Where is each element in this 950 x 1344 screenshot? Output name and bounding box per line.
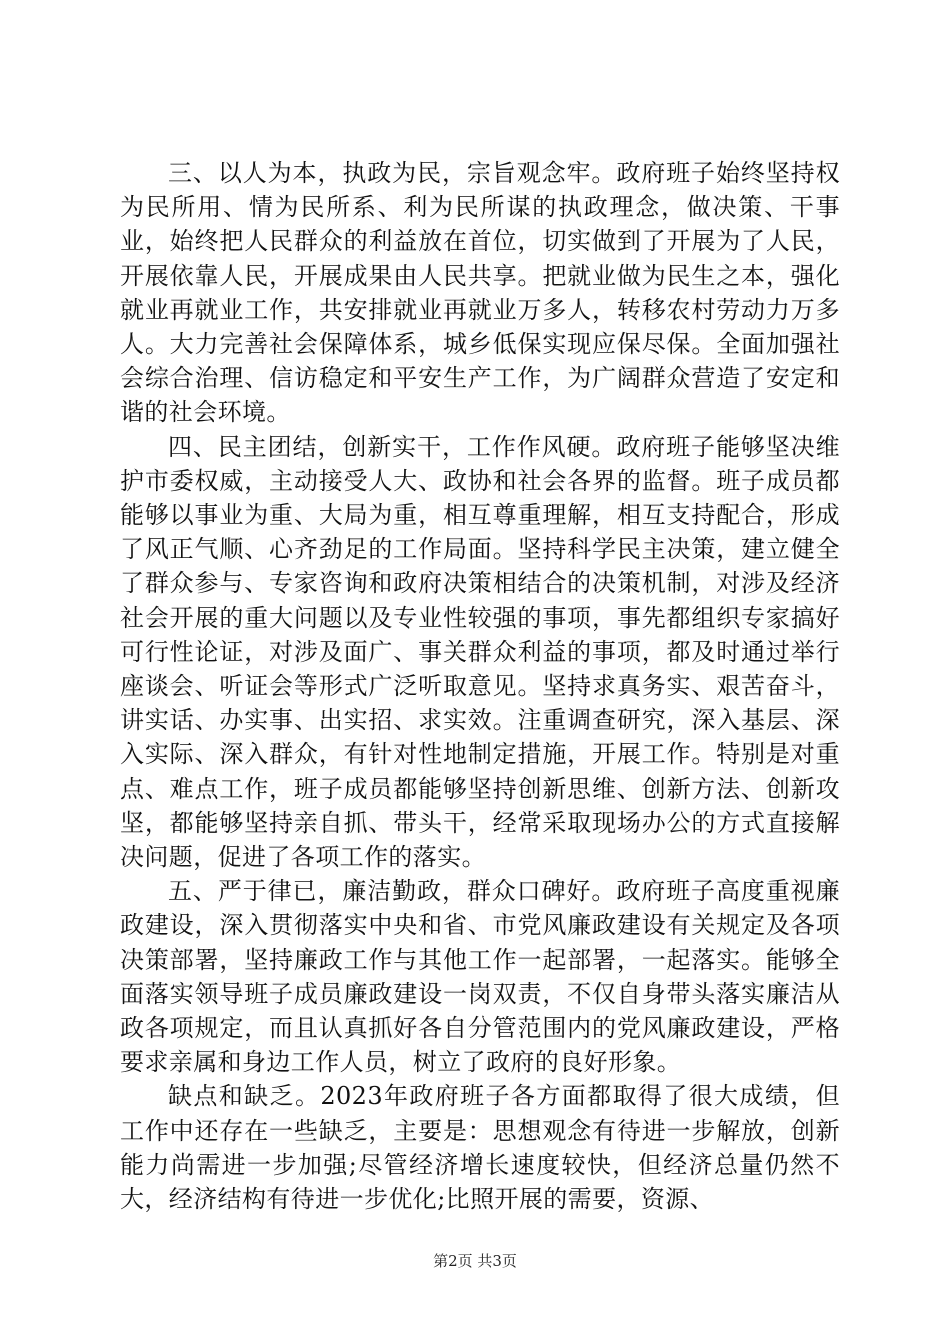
- paragraph-shortcomings: 缺点和缺乏。2023年政府班子各方面都取得了很大成绩，但工作中还存在一些缺乏，主要是：思想观念有待进一步解放，创新能力尚需进一步加强;尽管经济增长速度较快，但经济总量仍然不大，经济结构有待进一步优化;比照开展的需要，资源、: [120, 1082, 840, 1214]
- document-body: [120, 156, 840, 1216]
- paragraph-section-4: 四、民主团结，创新实干，工作作风硬。政府班子能够坚决维护市委权威，主动接受人大、政协和社会各界的监督。班子成员都能够以事业为重、大局为重，相互尊重理解，相互支持配合，形成了风正气顺、心齐劲足的工作局面。坚持科学民主决策，建立健全了群众参与、专家咨询和政府决策相结合的决策机制，对涉及经济社会开展的重大问题以及专业性较强的事项，事先都组织专家搞好可行性论证，对涉及面广、事关群众利益的事项，都及时通过举行座谈会、听证会等形式广泛听取意见。坚持求真务实、艰苦奋斗，讲实话、办实事、出实招、求实效。注重调查研究，深入基层、深入实际、深入群众，有针对性地制定措施，开展工作。特别是对重点、难点工作，班子成员都能够坚持创新思维、创新方法、创新攻坚，都能够坚持亲自抓、带头干，经常采取现场办公的方式直接解决问题，促进了各项工作的落实。: [120, 432, 840, 872]
- paragraph-section-3: 三、以人为本，执政为民，宗旨观念牢。政府班子始终坚持权为民所用、情为民所系、利为民所谋的执政理念，做决策、干事业，始终把人民群众的利益放在首位，切实做到了开展为了人民，开展依靠人民，开展成果由人民共享。把就业做为民生之本，强化就业再就业工作，共安排就业再就业万多人，转移农村劳动力万多人。大力完善社会保障体系，城乡低保实现应保尽保。全面加强社会综合治理、信访稳定和平安生产工作，为广阔群众营造了安定和谐的社会环境。: [120, 159, 840, 427]
- page-number-footer: 第2页 共3页: [433, 1252, 517, 1270]
- paragraph-section-5: 五、严于律已，廉洁勤政，群众口碑好。政府班子高度重视廉政建设，深入贯彻落实中央和省、市党风廉政建设有关规定及各项决策部署，坚持廉政工作与其他工作一起部署，一起落实。能够全面落实领导班子成员廉政建设一岗双责，不仅自身带头落实廉洁从政各项规定，而且认真抓好各自分管范围内的党风廉政建设，严格要求亲属和身边工作人员，树立了政府的良好形象。: [120, 877, 840, 1077]
